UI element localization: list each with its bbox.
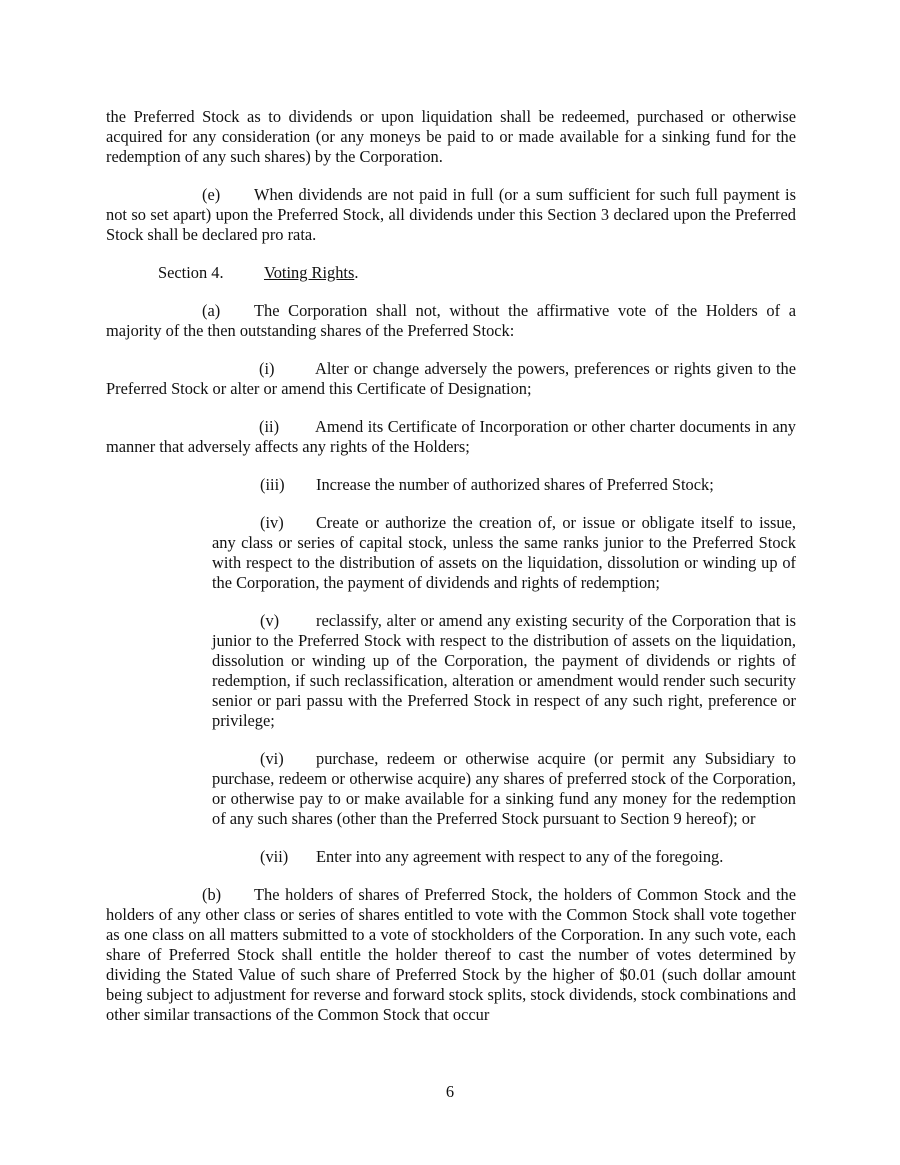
paragraph-vii-text: Enter into any agreement with respect to any of the foregoing. [316, 847, 724, 866]
paragraph-a-marker: (a) [202, 301, 221, 320]
paragraph-iv-text: Create or authorize the creation of, or issue or obligate itself to issue, any class or series of capital stock, unless the same ranks junior to the Preferred Stock with respect to the distribution of assets on the liquidation, dissolution or winding up of the Corporation, the payment of dividends and rights of redemption; [212, 513, 796, 592]
paragraph-a-text: The Corporation shall not, without the affirmative vote of the Holders of a majority of the then outstanding shares of the Preferred Stock: [106, 301, 796, 340]
paragraph-e-marker: (e) [202, 185, 221, 204]
paragraph-iii [212, 475, 796, 495]
paragraph-ii-marker: (ii) [259, 417, 280, 436]
page-number: 6 [445, 1082, 455, 1101]
paragraph-ii [106, 417, 796, 457]
paragraph-a [106, 301, 796, 341]
paragraph-e-text: When dividends are not paid in full (or a sum sufficient for such full payment is not so set apart) upon the Preferred Stock, all dividends under this Section 3 declared upon the Preferred Stock shall be declared pro rata. [106, 185, 796, 244]
document-page [106, 107, 796, 1043]
paragraph-vi-marker: (vi) [260, 749, 284, 768]
paragraph-vii-marker: (vii) [260, 847, 289, 866]
paragraph-vii [212, 847, 796, 867]
paragraph-v-text: reclassify, alter or amend any existing security of the Corporation that is junior to the Preferred Stock with respect to the distribution of assets on the liquidation, dissolution or winding up of the Corporation, the payment of dividends or rights of redemption, if such reclassification, alteration or amendment would render such security senior or pari passu with the Preferred Stock in respect of any such right, preference or privilege; [212, 611, 796, 730]
paragraph-b-text: The holders of shares of Preferred Stock, the holders of Common Stock and the holders of any other class or series of shares entitled to vote with the Common Stock shall vote together as one class on all matters submitted to a vote of stockholders of the Corporation. In any such vote, each share of Preferred Stock shall entitle the holder thereof to cast the number of votes determined by dividing the Stated Value of such share of Preferred Stock by the higher of $0.01 (such dollar amount being subject to adjustment for reverse and forward stock splits, stock dividends, stock combinations and other similar transactions of the Common Stock that occur [106, 885, 796, 1024]
paragraph-v [212, 611, 796, 731]
section-title: Voting Rights [264, 263, 355, 282]
paragraph-b-marker: (b) [202, 885, 222, 904]
section-title-suffix: . [354, 263, 359, 282]
paragraph-iii-text: Increase the number of authorized shares of Preferred Stock; [316, 475, 714, 494]
paragraph-continued: the Preferred Stock as to dividends or upon liquidation shall be redeemed, purchased or otherwise acquired for any consideration (or any moneys be paid to or made available for a sinking fund for the redemption of any such shares) by the Corporation. [106, 107, 796, 166]
paragraph-vi [212, 749, 796, 829]
section-number: Section 4. [158, 263, 224, 282]
paragraph-iii-marker: (iii) [260, 475, 285, 494]
paragraph-i-marker: (i) [259, 359, 275, 378]
paragraph-e [106, 185, 796, 245]
paragraph-i-text: Alter or change adversely the powers, preferences or rights given to the Preferred Stock or alter or amend this Certificate of Designation; [106, 359, 796, 398]
paragraph-iv [212, 513, 796, 593]
paragraph-b [106, 885, 796, 1025]
paragraph-v-marker: (v) [260, 611, 280, 630]
paragraph-ii-text: Amend its Certificate of Incorporation or other charter documents in any manner that adversely affects any rights of the Holders; [106, 417, 796, 456]
section-4-heading [158, 263, 796, 283]
paragraph-i [106, 359, 796, 399]
paragraph-iv-marker: (iv) [260, 513, 284, 532]
paragraph-vi-text: purchase, redeem or otherwise acquire (or permit any Subsidiary to purchase, redeem or otherwise acquire) any shares of preferred stock of the Corporation, or otherwise pay to or make available for a sinking fund any money for the redemption of any such shares (other than the Preferred Stock pursuant to Section 9 hereof); or [212, 749, 796, 828]
